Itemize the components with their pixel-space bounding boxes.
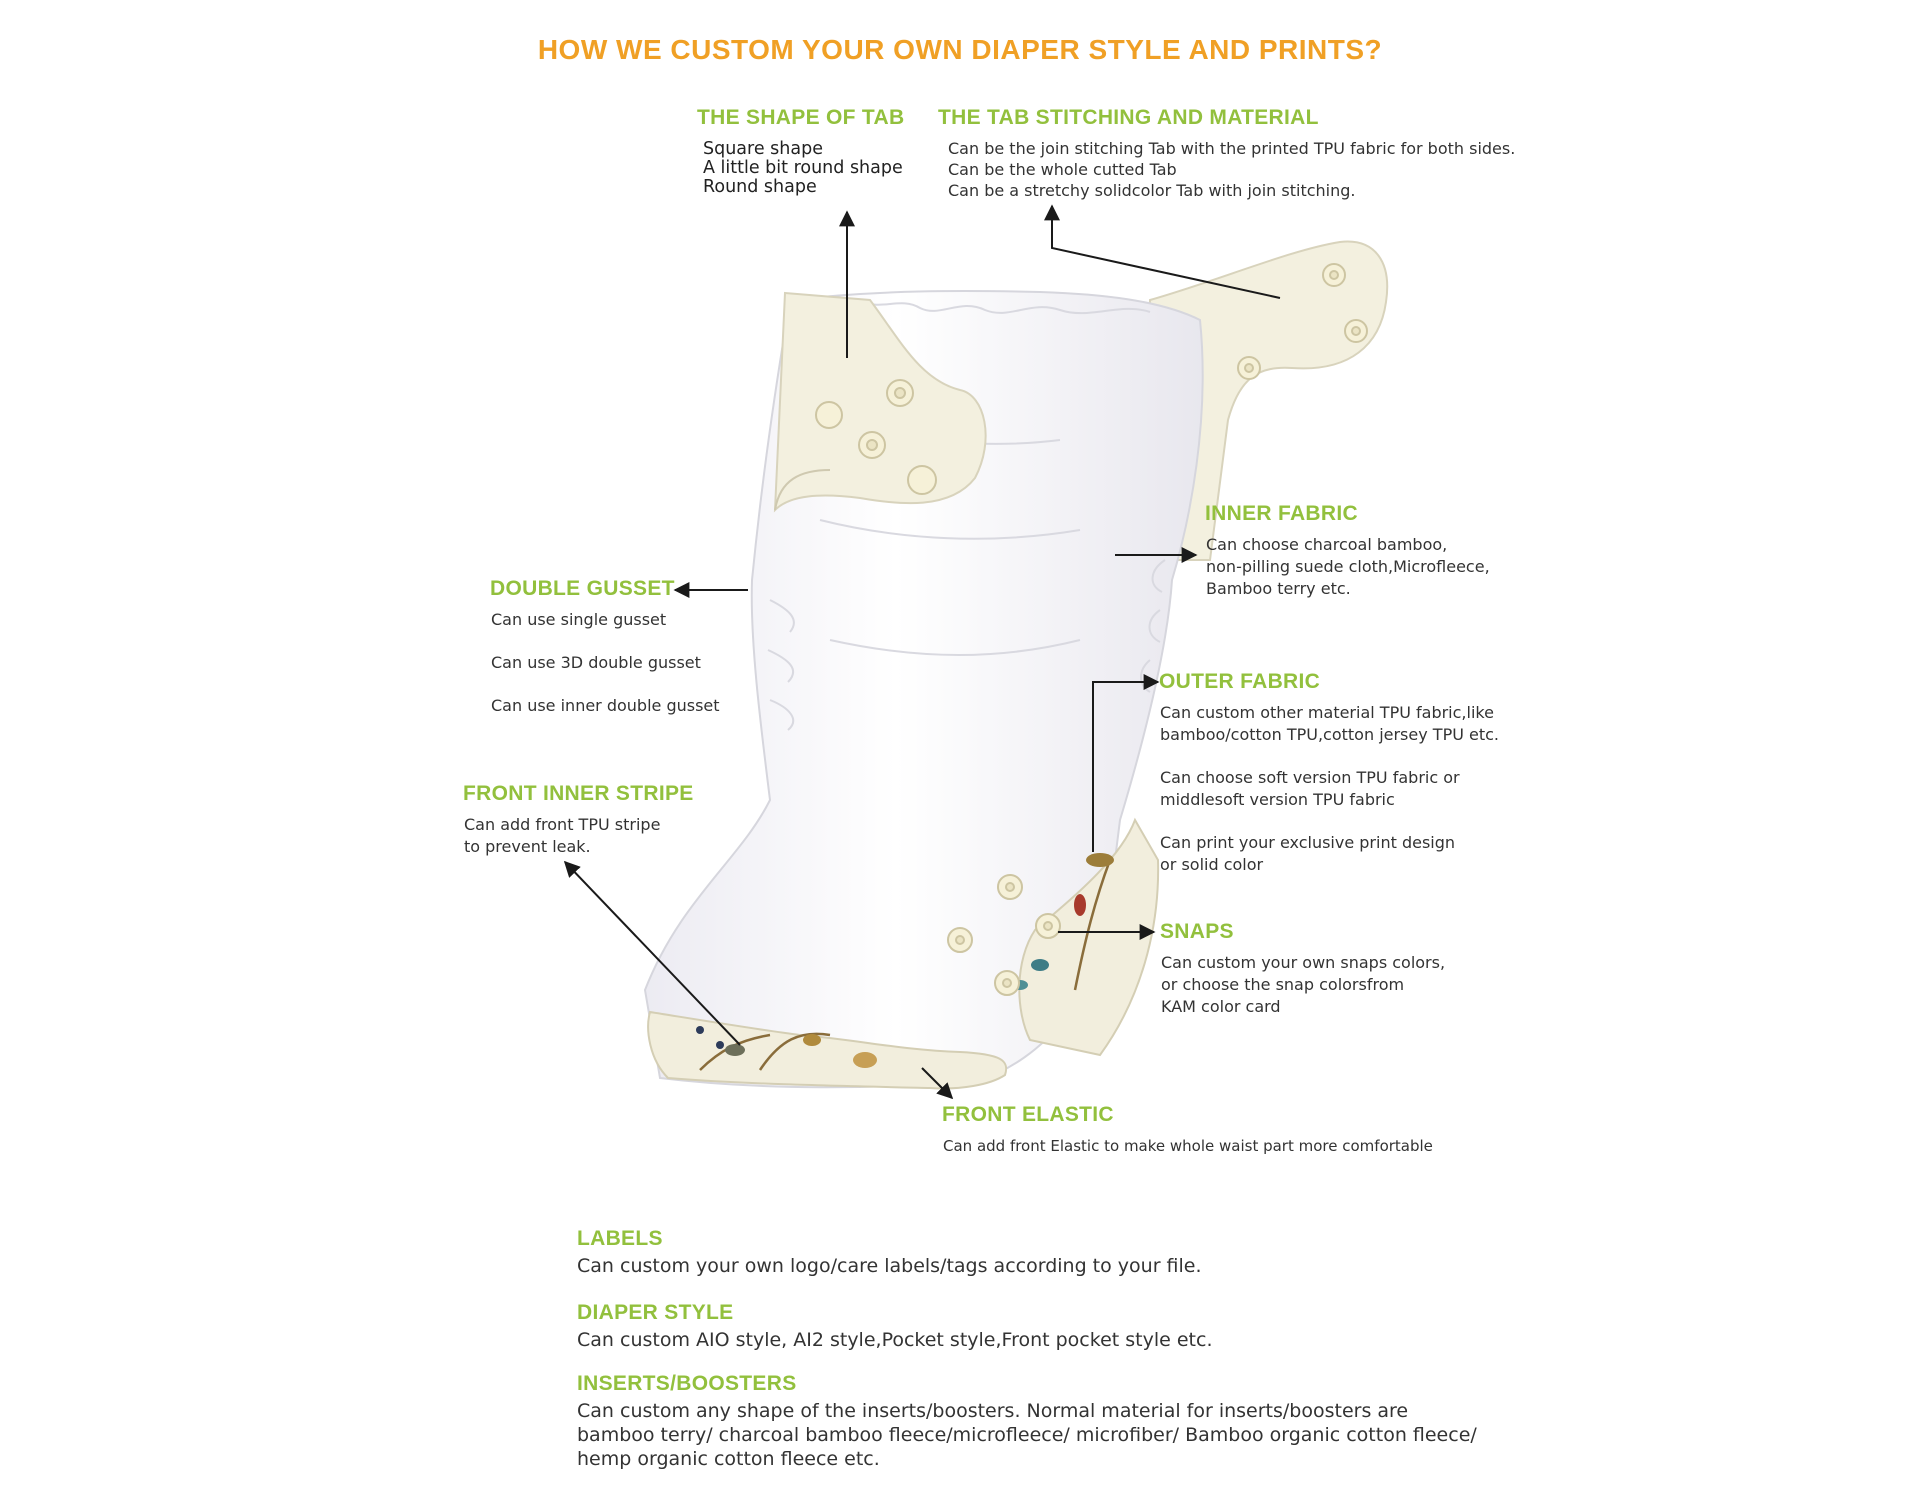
labels-text: Can custom your own logo/care labels/tags according to your file. bbox=[577, 1255, 1202, 1277]
outer-fabric-line: Can choose soft version TPU fabric or bbox=[1160, 768, 1460, 787]
tab-shape-line: Round shape bbox=[703, 177, 817, 197]
front-inner-stripe-text bbox=[464, 814, 694, 858]
double-gusset-line: Can use single gusset bbox=[491, 610, 667, 629]
front-inner-stripe-line: Can add front TPU stripe bbox=[464, 815, 661, 834]
outer-fabric-text bbox=[1160, 702, 1499, 876]
tab-stitching-line: Can be the whole cutted Tab bbox=[948, 160, 1177, 179]
callout-inner-fabric bbox=[1205, 502, 1490, 600]
front-elastic-line: Can add front Elastic to make whole waist part more comfortable bbox=[943, 1137, 1433, 1155]
labels-heading: LABELS bbox=[577, 1227, 663, 1250]
snaps-line: or choose the snap colorsfrom bbox=[1161, 975, 1405, 994]
tab-shape-line: Square shape bbox=[703, 139, 823, 159]
callout-front-inner-stripe bbox=[463, 782, 694, 858]
inserts-block bbox=[577, 1372, 1477, 1471]
page-title: HOW WE CUSTOM YOUR OWN DIAPER STYLE AND PRINTS? bbox=[537, 34, 1383, 65]
bottom-section bbox=[577, 1227, 1477, 1471]
inner-fabric-text bbox=[1206, 534, 1490, 600]
callout-tab-shape bbox=[697, 106, 904, 197]
tab-stitching-line: Can be the join stitching Tab with the printed TPU fabric for both sides. bbox=[948, 139, 1516, 158]
front-inner-stripe-line: to prevent leak. bbox=[464, 837, 591, 856]
front-inner-stripe-heading: FRONT INNER STRIPE bbox=[463, 782, 694, 805]
snaps-text bbox=[1161, 952, 1445, 1018]
callout-double-gusset bbox=[490, 577, 720, 717]
outer-fabric-line: middlesoft version TPU fabric bbox=[1160, 790, 1395, 809]
outer-fabric-line: bamboo/cotton TPU,cotton jersey TPU etc. bbox=[1160, 725, 1500, 744]
double-gusset-heading: DOUBLE GUSSET bbox=[490, 577, 675, 600]
double-gusset-text bbox=[491, 609, 720, 717]
tab-stitching-heading: THE TAB STITCHING AND MATERIAL bbox=[938, 106, 1319, 129]
inner-fabric-line: Bamboo terry etc. bbox=[1206, 579, 1351, 598]
double-gusset-line: Can use 3D double gusset bbox=[491, 653, 701, 672]
inner-fabric-line: non-pilling suede cloth,Microfleece, bbox=[1206, 557, 1490, 576]
inserts-heading: INSERTS/BOOSTERS bbox=[577, 1372, 797, 1395]
snaps-heading: SNAPS bbox=[1160, 920, 1234, 943]
tab-shape-text bbox=[703, 140, 904, 197]
inner-fabric-line: Can choose charcoal bamboo, bbox=[1206, 535, 1448, 554]
inner-fabric-heading: INNER FABRIC bbox=[1205, 502, 1358, 525]
outer-fabric-line: or solid color bbox=[1160, 855, 1264, 874]
front-elastic-heading: FRONT ELASTIC bbox=[942, 1103, 1114, 1126]
front-elastic-text bbox=[943, 1135, 1433, 1157]
double-gusset-line: Can use inner double gusset bbox=[491, 696, 720, 715]
tab-stitching-text bbox=[948, 138, 1515, 201]
callout-snaps bbox=[1160, 920, 1445, 1018]
snaps-line: Can custom your own snaps colors, bbox=[1161, 953, 1446, 972]
outer-fabric-line: Can custom other material TPU fabric,like bbox=[1160, 703, 1494, 722]
callout-outer-fabric bbox=[1159, 670, 1499, 876]
diaper-style-block bbox=[577, 1301, 1477, 1352]
tab-stitching-line: Can be a stretchy solidcolor Tab with join stitching. bbox=[948, 181, 1356, 200]
outer-fabric-line: Can print your exclusive print design bbox=[1160, 833, 1456, 852]
tab-shape-heading: THE SHAPE OF TAB bbox=[697, 106, 905, 129]
labels-block bbox=[577, 1227, 1477, 1278]
snaps-line: KAM color card bbox=[1161, 997, 1281, 1016]
callout-front-elastic bbox=[942, 1103, 1433, 1157]
inserts-text: Can custom any shape of the inserts/boosters. Normal material for inserts/boosters are bamboo terry/ charcoal bamboo fleece/microfleece/ microfiber/ Bamboo organic cotton fleece/ hemp organic cotton fleece etc. bbox=[577, 1400, 1477, 1470]
diaper-style-heading: DIAPER STYLE bbox=[577, 1301, 734, 1324]
tab-shape-line: A little bit round shape bbox=[703, 158, 903, 178]
callout-tab-stitching bbox=[938, 106, 1515, 201]
diaper-style-text: Can custom AIO style, AI2 style,Pocket style,Front pocket style etc. bbox=[577, 1329, 1213, 1351]
outer-fabric-heading: OUTER FABRIC bbox=[1159, 670, 1321, 693]
